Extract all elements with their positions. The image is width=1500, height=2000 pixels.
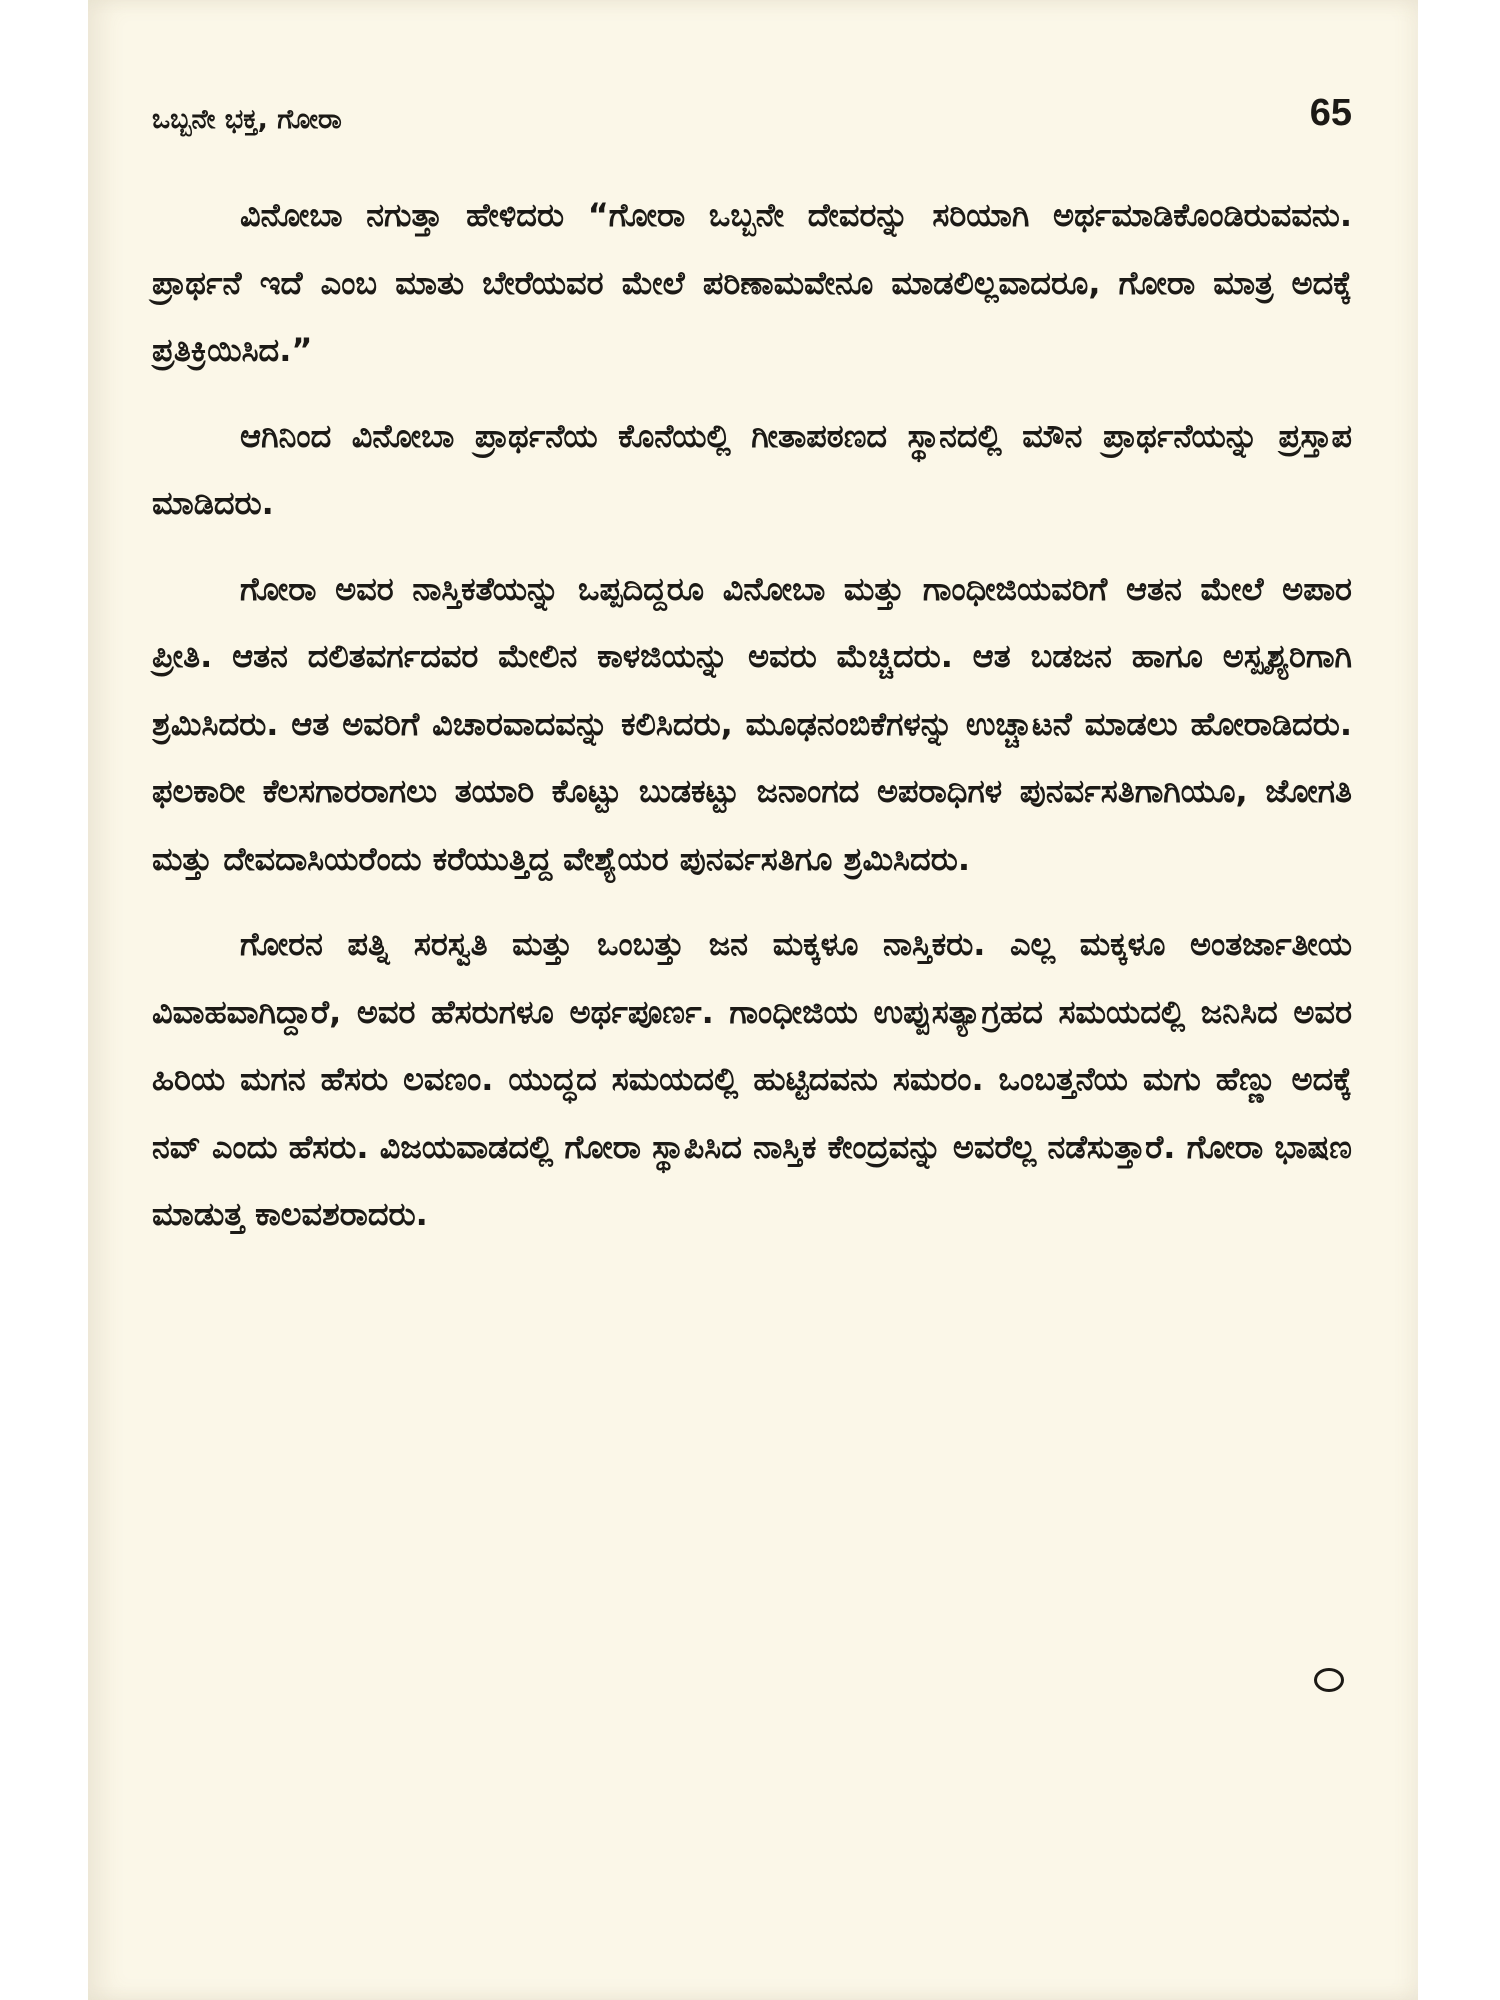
body-text bbox=[152, 182, 1352, 1267]
paragraph-2: ಆಗಿನಿಂದ ವಿನೋಬಾ ಪ್ರಾರ್ಥನೆಯ ಕೊನೆಯಲ್ಲಿ ಗೀತಾಪಠಣದ ಸ್ಥಾನದಲ್ಲಿ ಮೌನ ಪ್ರಾರ್ಥನೆಯನ್ನು ಪ್ರಸ್ತಾಪ ಮಾಡಿದರು. bbox=[152, 416, 1352, 522]
chapter-end-circle-icon bbox=[1314, 1668, 1344, 1692]
running-head: ಒಬ್ಬನೇ ಭಕ್ತ, ಗೋರಾ bbox=[152, 104, 342, 135]
paragraph-1: ವಿನೋಬಾ ನಗುತ್ತಾ ಹೇಳಿದರು “ಗೋರಾ ಒಬ್ಬನೇ ದೇವರನ್ನು ಸರಿಯಾಗಿ ಅರ್ಥಮಾಡಿಕೊಂಡಿರುವವನು. ಪ್ರಾರ್ಥನೆ ಇದೆ ಎಂಬ ಮಾತು ಬೇರೆಯವರ ಮೇಲೆ ಪರಿಣಾಮವೇನೂ ಮಾಡಲಿಲ್ಲವಾದರೂ, ಗೋರಾ ಮಾತ್ರ ಅದಕ್ಕೆ ಪ್ರತಿಕ್ರಿಯಿಸಿದ.” bbox=[152, 196, 1352, 369]
paragraph-4: ಗೋರನ ಪತ್ನಿ ಸರಸ್ವತಿ ಮತ್ತು ಒಂಬತ್ತು ಜನ ಮಕ್ಕಳೂ ನಾಸ್ತಿಕರು. ಎಲ್ಲ ಮಕ್ಕಳೂ ಅಂತರ್ಜಾತೀಯ ವಿವಾಹವಾಗಿದ್ದಾರೆ, ಅವರ ಹೆಸರುಗಳೂ ಅರ್ಥಪೂರ್ಣ. ಗಾಂಧೀಜಿಯ ಉಪ್ಪುಸತ್ಯಾಗ್ರಹದ ಸಮಯದಲ್ಲಿ ಜನಿಸಿದ ಅವರ ಹಿರಿಯ ಮಗನ ಹೆಸರು ಲವಣಂ. ಯುದ್ಧದ ಸಮಯದಲ್ಲಿ ಹುಟ್ಟಿದವನು ಸಮರಂ. ಒಂಬತ್ತನೆಯ ಮಗು ಹೆಣ್ಣು ಅದಕ್ಕೆ ನವ್ ಎಂದು ಹೆಸರು. ವಿಜಯವಾಡದಲ್ಲಿ ಗೋರಾ ಸ್ಥಾಪಿಸಿದ ನಾಸ್ತಿಕ ಕೇಂದ್ರವನ್ನು ಅವರೆಲ್ಲ ನಡೆಸುತ್ತಾರೆ. ಗೋರಾ ಭಾಷಣ ಮಾಡುತ್ತ ಕಾಲವಶರಾದರು. bbox=[152, 925, 1352, 1233]
paragraph-3: ಗೋರಾ ಅವರ ನಾಸ್ತಿಕತೆಯನ್ನು ಒಪ್ಪದಿದ್ದರೂ ವಿನೋಬಾ ಮತ್ತು ಗಾಂಧೀಜಿಯವರಿಗೆ ಆತನ ಮೇಲೆ ಅಪಾರ ಪ್ರೀತಿ. ಆತನ ದಲಿತವರ್ಗದವರ ಮೇಲಿನ ಕಾಳಜಿಯನ್ನು ಅವರು ಮೆಚ್ಚಿದರು. ಆತ ಬಡಜನ ಹಾಗೂ ಅಸ್ಪೃಶ್ಯರಿಗಾಗಿ ಶ್ರಮಿಸಿದರು. ಆತ ಅವರಿಗೆ ವಿಚಾರವಾದವನ್ನು ಕಲಿಸಿದರು, ಮೂಢನಂಬಿಕೆಗಳನ್ನು ಉಚ್ಚಾಟನೆ ಮಾಡಲು ಹೋರಾಡಿದರು. ಫಲಕಾರೀ ಕೆಲಸಗಾರರಾಗಲು ತಯಾರಿ ಕೊಟ್ಟು ಬುಡಕಟ್ಟು ಜನಾಂಗದ ಅಪರಾಧಿಗಳ ಪುನರ್ವಸತಿಗಾಗಿಯೂ, ಜೋಗತಿ ಮತ್ತು ದೇವದಾಸಿಯರೆಂದು ಕರೆಯುತ್ತಿದ್ದ ವೇಶ್ಯೆಯರ ಪುನರ್ವಸತಿಗೂ ಶ್ರಮಿಸಿದರು. bbox=[152, 569, 1352, 878]
page-header bbox=[152, 92, 1352, 142]
page-number: 65 bbox=[1309, 92, 1352, 134]
